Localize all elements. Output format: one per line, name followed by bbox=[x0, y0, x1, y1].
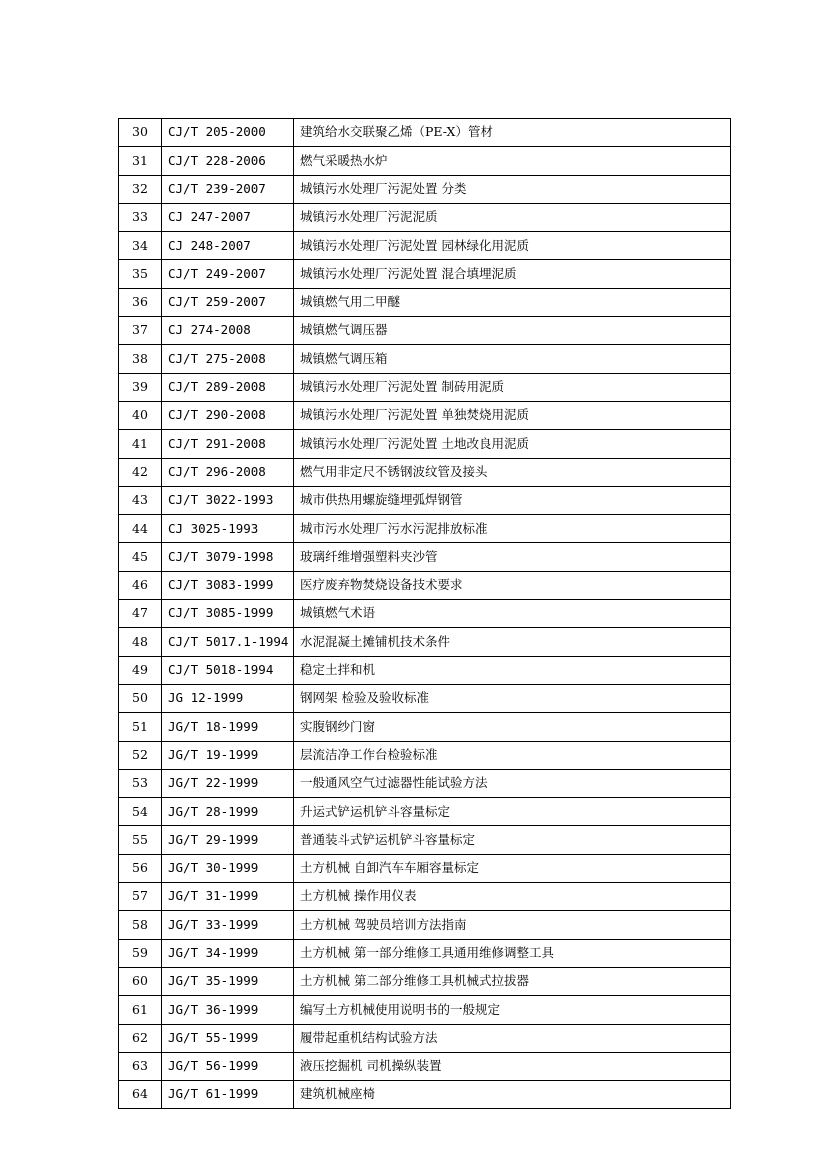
standard-code: JG/T 34-1999 bbox=[162, 939, 294, 967]
table-row bbox=[119, 1052, 731, 1080]
row-number: 32 bbox=[119, 175, 162, 203]
row-number: 30 bbox=[119, 119, 162, 147]
table-row bbox=[119, 119, 731, 147]
row-number: 41 bbox=[119, 430, 162, 458]
row-number: 56 bbox=[119, 854, 162, 882]
standard-code: JG 12-1999 bbox=[162, 684, 294, 712]
standard-code: CJ/T 3083-1999 bbox=[162, 571, 294, 599]
table-row bbox=[119, 826, 731, 854]
standard-code: CJ 274-2008 bbox=[162, 317, 294, 345]
standard-code: JG/T 36-1999 bbox=[162, 996, 294, 1024]
row-number: 55 bbox=[119, 826, 162, 854]
row-number: 40 bbox=[119, 401, 162, 429]
standard-code: CJ/T 3085-1999 bbox=[162, 600, 294, 628]
standard-name: 城镇污水处理厂污泥处置 混合填埋泥质 bbox=[294, 260, 731, 288]
table-row bbox=[119, 373, 731, 401]
standard-name: 履带起重机结构试验方法 bbox=[294, 1024, 731, 1052]
table-row bbox=[119, 288, 731, 316]
table-row bbox=[119, 769, 731, 797]
standard-code: CJ/T 291-2008 bbox=[162, 430, 294, 458]
standard-name: 城市污水处理厂污水污泥排放标准 bbox=[294, 515, 731, 543]
standard-name: 城镇燃气用二甲醚 bbox=[294, 288, 731, 316]
table-row bbox=[119, 147, 731, 175]
row-number: 61 bbox=[119, 996, 162, 1024]
standard-name: 城镇污水处理厂污泥处置 制砖用泥质 bbox=[294, 373, 731, 401]
standard-code: JG/T 55-1999 bbox=[162, 1024, 294, 1052]
row-number: 60 bbox=[119, 967, 162, 995]
standard-name: 燃气采暖热水炉 bbox=[294, 147, 731, 175]
table-row bbox=[119, 401, 731, 429]
row-number: 47 bbox=[119, 600, 162, 628]
standard-code: CJ/T 290-2008 bbox=[162, 401, 294, 429]
standard-name: 土方机械 第二部分维修工具机械式拉拔器 bbox=[294, 967, 731, 995]
standard-code: JG/T 29-1999 bbox=[162, 826, 294, 854]
standard-name: 实腹钢纱门窗 bbox=[294, 713, 731, 741]
standard-name: 液压挖掘机 司机操纵装置 bbox=[294, 1052, 731, 1080]
row-number: 35 bbox=[119, 260, 162, 288]
row-number: 33 bbox=[119, 203, 162, 231]
row-number: 49 bbox=[119, 656, 162, 684]
row-number: 64 bbox=[119, 1081, 162, 1109]
standard-code: JG/T 33-1999 bbox=[162, 911, 294, 939]
standard-name: 层流洁净工作台检验标准 bbox=[294, 741, 731, 769]
row-number: 58 bbox=[119, 911, 162, 939]
table-row bbox=[119, 967, 731, 995]
standard-name: 升运式铲运机铲斗容量标定 bbox=[294, 798, 731, 826]
standard-name: 建筑机械座椅 bbox=[294, 1081, 731, 1109]
table-row bbox=[119, 486, 731, 514]
table-row bbox=[119, 996, 731, 1024]
table-row bbox=[119, 684, 731, 712]
row-number: 52 bbox=[119, 741, 162, 769]
table-row bbox=[119, 741, 731, 769]
standard-code: JG/T 35-1999 bbox=[162, 967, 294, 995]
standard-code: CJ 3025-1993 bbox=[162, 515, 294, 543]
standards-table-body bbox=[119, 119, 731, 1109]
table-row bbox=[119, 543, 731, 571]
table-row bbox=[119, 854, 731, 882]
table-row bbox=[119, 232, 731, 260]
table-row bbox=[119, 939, 731, 967]
table-row bbox=[119, 458, 731, 486]
table-row bbox=[119, 628, 731, 656]
row-number: 31 bbox=[119, 147, 162, 175]
standard-name: 钢网架 检验及验收标准 bbox=[294, 684, 731, 712]
row-number: 45 bbox=[119, 543, 162, 571]
standard-name: 一般通风空气过滤器性能试验方法 bbox=[294, 769, 731, 797]
standard-name: 土方机械 自卸汽车车厢容量标定 bbox=[294, 854, 731, 882]
standard-code: JG/T 56-1999 bbox=[162, 1052, 294, 1080]
row-number: 57 bbox=[119, 883, 162, 911]
standard-code: CJ/T 275-2008 bbox=[162, 345, 294, 373]
standard-name: 城镇污水处理厂污泥处置 分类 bbox=[294, 175, 731, 203]
table-row bbox=[119, 317, 731, 345]
standard-code: CJ/T 239-2007 bbox=[162, 175, 294, 203]
table-row bbox=[119, 1024, 731, 1052]
row-number: 38 bbox=[119, 345, 162, 373]
standard-code: JG/T 31-1999 bbox=[162, 883, 294, 911]
standard-name: 土方机械 驾驶员培训方法指南 bbox=[294, 911, 731, 939]
row-number: 53 bbox=[119, 769, 162, 797]
standard-code: JG/T 61-1999 bbox=[162, 1081, 294, 1109]
standard-name: 燃气用非定尺不锈钢波纹管及接头 bbox=[294, 458, 731, 486]
standard-code: JG/T 19-1999 bbox=[162, 741, 294, 769]
standard-code: CJ/T 5017.1-1994 bbox=[162, 628, 294, 656]
table-row bbox=[119, 656, 731, 684]
standard-name: 城镇燃气调压箱 bbox=[294, 345, 731, 373]
standard-code: CJ/T 296-2008 bbox=[162, 458, 294, 486]
table-row bbox=[119, 345, 731, 373]
table-row bbox=[119, 571, 731, 599]
row-number: 36 bbox=[119, 288, 162, 316]
row-number: 42 bbox=[119, 458, 162, 486]
standard-name: 城镇污水处理厂污泥处置 园林绿化用泥质 bbox=[294, 232, 731, 260]
standard-name: 城镇燃气术语 bbox=[294, 600, 731, 628]
standard-code: CJ/T 5018-1994 bbox=[162, 656, 294, 684]
standard-code: JG/T 30-1999 bbox=[162, 854, 294, 882]
table-row bbox=[119, 798, 731, 826]
standard-name: 城镇污水处理厂污泥处置 土地改良用泥质 bbox=[294, 430, 731, 458]
standard-name: 城镇污水处理厂污泥处置 单独焚烧用泥质 bbox=[294, 401, 731, 429]
row-number: 62 bbox=[119, 1024, 162, 1052]
standard-name: 水泥混凝土摊铺机技术条件 bbox=[294, 628, 731, 656]
row-number: 50 bbox=[119, 684, 162, 712]
table-row bbox=[119, 515, 731, 543]
standard-name: 城镇污水处理厂污泥泥质 bbox=[294, 203, 731, 231]
standard-name: 稳定土拌和机 bbox=[294, 656, 731, 684]
standard-code: CJ/T 249-2007 bbox=[162, 260, 294, 288]
table-row bbox=[119, 203, 731, 231]
row-number: 44 bbox=[119, 515, 162, 543]
standard-code: CJ 248-2007 bbox=[162, 232, 294, 260]
table-row bbox=[119, 600, 731, 628]
standard-name: 普通装斗式铲运机铲斗容量标定 bbox=[294, 826, 731, 854]
row-number: 34 bbox=[119, 232, 162, 260]
table-row bbox=[119, 883, 731, 911]
standard-name: 玻璃纤维增强塑料夹沙管 bbox=[294, 543, 731, 571]
standard-code: CJ/T 3079-1998 bbox=[162, 543, 294, 571]
standard-name: 医疗废弃物焚烧设备技术要求 bbox=[294, 571, 731, 599]
standard-name: 城镇燃气调压器 bbox=[294, 317, 731, 345]
row-number: 59 bbox=[119, 939, 162, 967]
row-number: 54 bbox=[119, 798, 162, 826]
standard-code: CJ/T 228-2006 bbox=[162, 147, 294, 175]
standard-code: CJ/T 289-2008 bbox=[162, 373, 294, 401]
standard-code: CJ/T 259-2007 bbox=[162, 288, 294, 316]
standard-name: 编写土方机械使用说明书的一般规定 bbox=[294, 996, 731, 1024]
standard-code: JG/T 18-1999 bbox=[162, 713, 294, 741]
standard-code: CJ 247-2007 bbox=[162, 203, 294, 231]
row-number: 63 bbox=[119, 1052, 162, 1080]
standard-code: CJ/T 205-2000 bbox=[162, 119, 294, 147]
table-row bbox=[119, 260, 731, 288]
row-number: 37 bbox=[119, 317, 162, 345]
table-row bbox=[119, 175, 731, 203]
standard-name: 建筑给水交联聚乙烯（PE-X）管材 bbox=[294, 119, 731, 147]
row-number: 46 bbox=[119, 571, 162, 599]
table-row bbox=[119, 430, 731, 458]
row-number: 39 bbox=[119, 373, 162, 401]
standard-name: 土方机械 第一部分维修工具通用维修调整工具 bbox=[294, 939, 731, 967]
standard-code: JG/T 22-1999 bbox=[162, 769, 294, 797]
standard-name: 城市供热用螺旋缝埋弧焊钢管 bbox=[294, 486, 731, 514]
standard-code: JG/T 28-1999 bbox=[162, 798, 294, 826]
row-number: 48 bbox=[119, 628, 162, 656]
standard-name: 土方机械 操作用仪表 bbox=[294, 883, 731, 911]
standards-table bbox=[118, 118, 731, 1109]
table-row bbox=[119, 911, 731, 939]
row-number: 51 bbox=[119, 713, 162, 741]
table-row bbox=[119, 713, 731, 741]
standard-code: CJ/T 3022-1993 bbox=[162, 486, 294, 514]
row-number: 43 bbox=[119, 486, 162, 514]
table-row bbox=[119, 1081, 731, 1109]
